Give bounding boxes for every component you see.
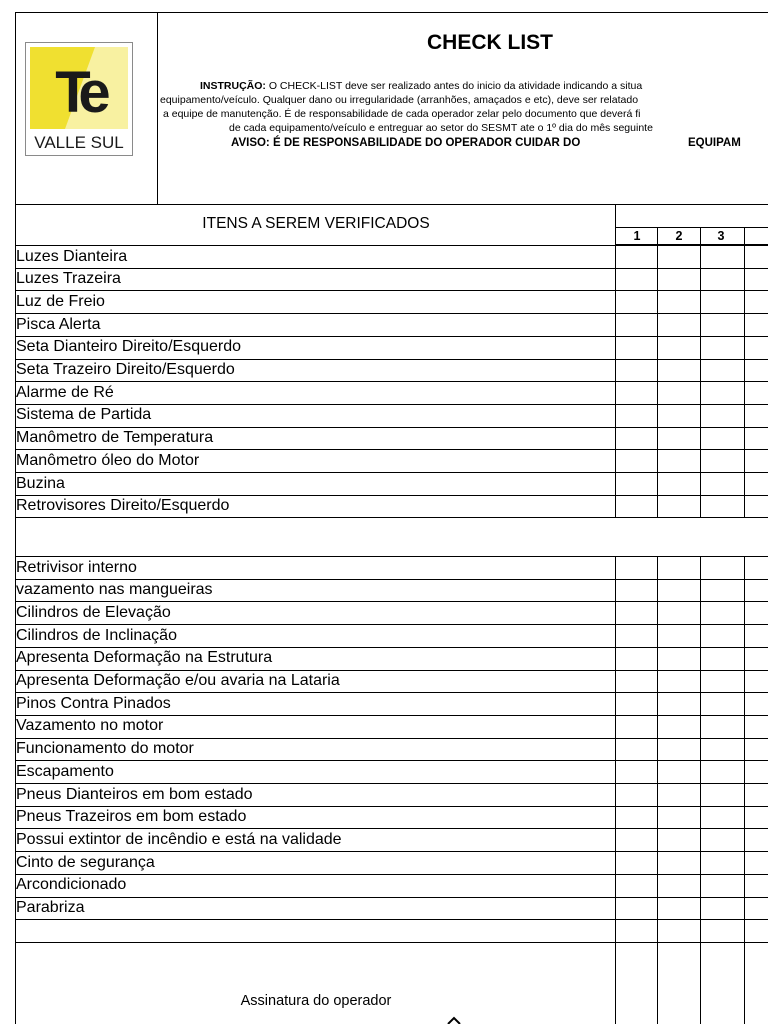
checklist-row-label: Pneus Dianteiros em bom estado <box>16 785 253 803</box>
column-divider-2 <box>657 245 658 517</box>
table-row <box>16 313 768 314</box>
operator-signature-label: Assinatura do operador <box>240 993 392 1009</box>
column-divider-2 <box>657 556 658 942</box>
column-divider-1 <box>615 245 616 517</box>
table-row <box>16 760 768 761</box>
table-row <box>16 472 768 473</box>
column-1-header: 1 <box>633 229 641 243</box>
table-row <box>16 268 768 269</box>
column-divider-3 <box>700 245 701 517</box>
checklist-row-label: Seta Dianteiro Direito/Esquerdo <box>16 338 242 356</box>
checklist-row-label: Luzes Dianteira <box>16 247 128 265</box>
checklist-row-label: vazamento nas mangueiras <box>16 581 213 599</box>
column-divider-4 <box>744 245 745 517</box>
column-divider-3 <box>700 556 701 942</box>
checklist-row-label: Retrovisores Direito/Esquerdo <box>16 497 230 515</box>
column-2-header: 2 <box>675 229 683 243</box>
section-1-top-line <box>16 245 768 246</box>
checklist-row-label: Apresenta Deformação e/ou avaria na Lataria <box>16 672 340 689</box>
company-logo <box>25 42 133 156</box>
checklist-row-label: Arcondicionado <box>16 876 127 894</box>
column-divider-header <box>744 227 745 244</box>
checklist-row-label: Escapamento <box>16 762 114 780</box>
column-divider-1 <box>615 556 616 942</box>
checklist-row-label: Manômetro de Temperatura <box>16 429 214 447</box>
column-divider-header <box>700 227 701 244</box>
checklist-row-label: Alarme de Ré <box>16 383 114 401</box>
svg-text:VALLE SUL: VALLE SUL <box>34 133 124 152</box>
instruction-line-3: a equipe de manutenção. É de responsabilidade de cada operador zelar pelo documento que deverá fi <box>163 108 641 120</box>
checklist-row-label: Sistema de Partida <box>16 406 152 424</box>
signature-column-divider-2 <box>657 942 658 1024</box>
instruction-label: INSTRUÇÃO: <box>200 80 266 92</box>
checklist-row-label: Cinto de segurança <box>16 853 155 871</box>
column-header-top-line <box>615 227 768 228</box>
checklist-row-label: Cilindros de Inclinação <box>16 626 177 644</box>
header-top-border <box>16 12 768 13</box>
table-row <box>16 290 768 291</box>
items-header: ITENS A SEREM VERIFICADOS <box>202 215 430 232</box>
page-title: CHECK LIST <box>427 31 553 54</box>
warning-right: EQUIPAM <box>688 137 741 149</box>
instruction-line-2: equipamento/veículo. Qualquer dano ou irregularidade (arranhões, amaçados e etc), deve ser relatado <box>160 94 639 106</box>
table-row <box>16 897 768 898</box>
instruction-line-1: INSTRUÇÃO: O CHECK-LIST deve ser realizado antes do inicio da atividade indicando a situa <box>200 80 643 92</box>
checklist-row-label: Luz de Freio <box>16 292 105 310</box>
column-divider-header <box>615 204 616 244</box>
checklist-row-label: Pneus Trazeiros em bom estado <box>16 808 247 826</box>
signature-column-divider-3 <box>700 942 701 1024</box>
table-row <box>16 919 768 920</box>
warning-left: AVISO: É DE RESPONSABILIDADE DO OPERADOR CUIDAR DO <box>231 137 581 149</box>
table-row <box>16 381 768 382</box>
checklist-row-label: Seta Trazeiro Direito/Esquerdo <box>16 361 235 378</box>
arrow-icon <box>446 1016 466 1024</box>
signature-column-divider-4 <box>744 942 745 1024</box>
checklist-row-label: Vazamento no motor <box>16 717 164 735</box>
checklist-row-label: Manômetro óleo do Motor <box>16 451 200 469</box>
checklist-row-label: Parabriza <box>16 899 85 916</box>
column-divider-header <box>657 227 658 244</box>
table-row <box>16 517 768 518</box>
checklist-row-label: Possui extintor de incêndio e está na validade <box>16 830 342 848</box>
checklist-row-label: Pisca Alerta <box>16 315 101 333</box>
header-bottom-border <box>16 204 768 205</box>
checklist-row-label: Cilindros de Elevação <box>16 603 171 621</box>
checklist-row-label: Luzes Trazeira <box>16 270 121 288</box>
checklist-row-label: Funcionamento do motor <box>16 740 194 758</box>
table-row <box>16 942 768 943</box>
signature-column-divider-1 <box>615 942 616 1024</box>
instruction-line-4: de cada equipamento/veículo e entreguar ao setor do SESMT ate o 1º dia do mês seguinte <box>229 122 653 134</box>
checklist-row-label: Pinos Contra Pinados <box>16 694 171 712</box>
svg-text:Te: Te <box>55 60 103 125</box>
table-row <box>16 874 768 875</box>
checklist-row-label: Retrivisor interno <box>16 558 137 576</box>
checklist-row-label: Buzina <box>16 474 65 492</box>
column-divider-4 <box>744 556 745 942</box>
column-3-header: 3 <box>717 229 725 243</box>
checklist-row-label: Apresenta Deformação na Estrutura <box>16 649 273 667</box>
